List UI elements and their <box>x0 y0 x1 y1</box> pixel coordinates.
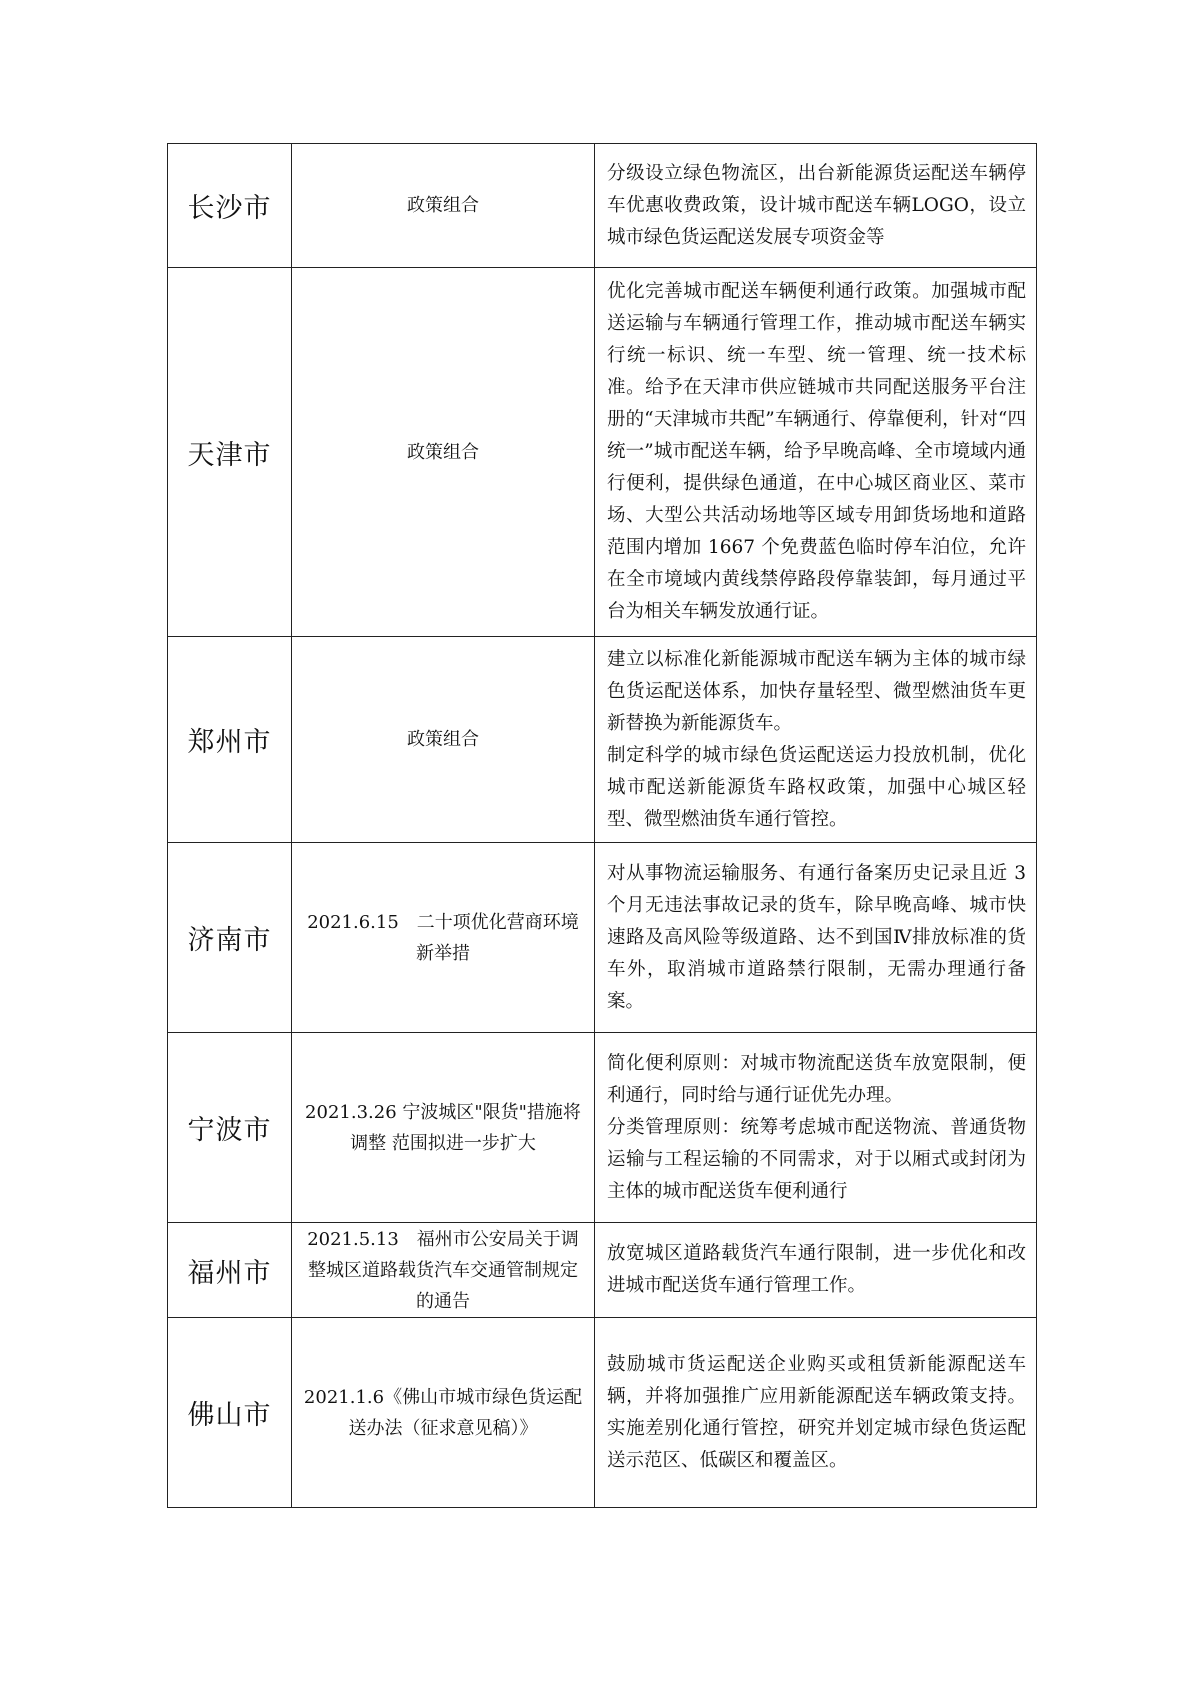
detail-paragraph: 制定科学的城市绿色货运配送运力投放机制，优化城市配送新能源货车路权政策，加强中心城区轻型、微型燃油货车通行管控。 <box>607 744 1026 830</box>
detail-cell <box>595 637 1037 843</box>
city-cell: 佛山市 <box>168 1318 292 1508</box>
detail-cell <box>595 1318 1037 1508</box>
detail-paragraph: 对从事物流运输服务、有通行备案历史记录且近 3 个月无违法事故记录的货车，除早晚高峰、城市快速路及高风险等级道路、达不到国Ⅳ排放标准的货车外，取消城市道路禁行限制，无需办理通行备案。 <box>607 862 1026 1012</box>
policy-cell: 政策组合 <box>292 268 595 637</box>
detail-cell <box>595 1033 1037 1223</box>
detail-paragraph: 分类管理原则：统筹考虑城市配送物流、普通货物运输与工程运输的不同需求，对于以厢式或封闭为主体的城市配送货车便利通行 <box>607 1116 1026 1202</box>
detail-cell <box>595 268 1037 637</box>
detail-cell <box>595 144 1037 268</box>
city-cell: 济南市 <box>168 843 292 1033</box>
policy-cell: 政策组合 <box>292 637 595 843</box>
policy-table <box>167 143 1037 1508</box>
detail-cell <box>595 1223 1037 1318</box>
table-row <box>168 1318 1037 1508</box>
policy-cell: 2021.3.26 宁波城区"限货"措施将调整 范围拟进一步扩大 <box>292 1033 595 1223</box>
policy-cell: 2021.1.6《佛山市城市绿色货运配送办法（征求意见稿）》 <box>292 1318 595 1508</box>
policy-cell: 2021.5.13 福州市公安局关于调整城区道路载货汽车交通管制规定的通告 <box>292 1223 595 1318</box>
policy-cell: 2021.6.15 二十项优化营商环境新举措 <box>292 843 595 1033</box>
policy-cell: 政策组合 <box>292 144 595 268</box>
detail-paragraph: 放宽城区道路载货汽车通行限制，进一步优化和改进城市配送货车通行管理工作。 <box>607 1243 1026 1296</box>
detail-paragraph: 分级设立绿色物流区，出台新能源货运配送车辆停车优惠收费政策，设计城市配送车辆LOGO，设立城市绿色货运配送发展专项资金等 <box>607 162 1026 248</box>
detail-paragraph: 优化完善城市配送车辆便利通行政策。加强城市配送运输与车辆通行管理工作，推动城市配送车辆实行统一标识、统一车型、统一管理、统一技术标准。给予在天津市供应链城市共同配送服务平台注册的“天津城市共配”车辆通行、停靠便利，针对“四统一”城市配送车辆，给予早晚高峰、全市境域内通行便利，提供绿色通道，在中心城区商业区、菜市场、大型公共活动场地等区域专用卸货场地和道路范围内增加 1667 个免费蓝色临时停车泊位，允许在全市境域内黄线禁停路段停靠装卸，每月通过平台为相关车辆发放通行证。 <box>607 281 1026 622</box>
detail-paragraph: 鼓励城市货运配送企业购买或租赁新能源配送车辆，并将加强推广应用新能源配送车辆政策支持。实施差别化通行管控，研究并划定城市绿色货运配送示范区、低碳区和覆盖区。 <box>607 1353 1026 1471</box>
city-cell: 福州市 <box>168 1223 292 1318</box>
table-row <box>168 1223 1037 1318</box>
city-cell: 长沙市 <box>168 144 292 268</box>
city-cell: 宁波市 <box>168 1033 292 1223</box>
table-row <box>168 843 1037 1033</box>
table-row <box>168 268 1037 637</box>
table-row <box>168 144 1037 268</box>
table-row <box>168 637 1037 843</box>
detail-cell <box>595 843 1037 1033</box>
table-row <box>168 1033 1037 1223</box>
detail-paragraph: 简化便利原则：对城市物流配送货车放宽限制，便利通行，同时给与通行证优先办理。 <box>607 1052 1026 1106</box>
city-cell: 天津市 <box>168 268 292 637</box>
detail-paragraph: 建立以标准化新能源城市配送车辆为主体的城市绿色货运配送体系，加快存量轻型、微型燃油货车更新替换为新能源货车。 <box>607 648 1026 734</box>
city-cell: 郑州市 <box>168 637 292 843</box>
